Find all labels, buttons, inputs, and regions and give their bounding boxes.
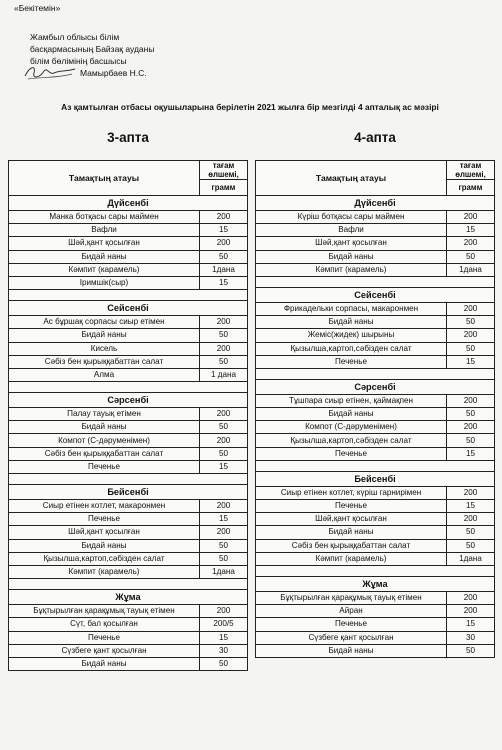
authority-line-3: білім бөлімінің басшысы <box>30 56 127 66</box>
dish-name: Шәй,қант қосылған <box>256 237 447 250</box>
dish-quantity: 200 <box>447 591 495 604</box>
menu-item-row <box>256 486 495 499</box>
day-row <box>9 590 248 605</box>
spacer-cell <box>256 368 495 379</box>
day-name: Дүйсенбі <box>256 196 495 211</box>
day-spacer <box>9 474 248 485</box>
day-row <box>256 287 495 302</box>
dish-quantity: 200 <box>447 237 495 250</box>
dish-name: Печенье <box>256 355 447 368</box>
dish-quantity: 200 <box>200 526 248 539</box>
menu-item-row <box>9 342 248 355</box>
dish-name: Қызылша,картоп,сәбізден салат <box>9 552 200 565</box>
menu-item-row <box>256 342 495 355</box>
menu-item-row <box>9 605 248 618</box>
dish-name: Вафли <box>9 224 200 237</box>
menu-item-row <box>256 434 495 447</box>
day-spacer <box>256 460 495 471</box>
dish-name: Сиыр етінен котлет, күріш гарнирімен <box>256 486 447 499</box>
menu-item-row <box>256 539 495 552</box>
day-row <box>9 196 248 211</box>
dish-name: Бидай наны <box>9 250 200 263</box>
day-spacer <box>256 565 495 576</box>
dish-quantity: 1дана <box>200 263 248 276</box>
dish-quantity: 15 <box>200 513 248 526</box>
dish-quantity: 1дана <box>447 263 495 276</box>
menu-item-row <box>9 263 248 276</box>
dish-quantity: 200 <box>200 605 248 618</box>
unit-label-line-1: тағам <box>212 161 235 170</box>
dish-name: Бидай наны <box>256 644 447 657</box>
menu-item-row <box>256 250 495 263</box>
menu-item-row <box>9 408 248 421</box>
column-header-gram: грамм <box>200 180 248 196</box>
dish-quantity: 200 <box>200 211 248 224</box>
dish-quantity: 50 <box>447 408 495 421</box>
column-header-name: Тамақтың атауы <box>9 161 200 196</box>
unit-label-line-2: өлшемі, <box>208 170 239 179</box>
menu-item-row <box>9 513 248 526</box>
dish-quantity: 1 дана <box>200 368 248 381</box>
dish-quantity: 15 <box>447 618 495 631</box>
dish-name: Қызылша,картоп,сәбізден салат <box>256 342 447 355</box>
dish-quantity: 50 <box>200 250 248 263</box>
signer-name: Мамырбаев Н.С. <box>80 68 147 78</box>
dish-quantity: 200 <box>447 394 495 407</box>
dish-quantity: 15 <box>200 631 248 644</box>
dish-name: Бидай наны <box>256 316 447 329</box>
dish-quantity: 200 <box>200 237 248 250</box>
menu-item-row <box>9 565 248 578</box>
dish-name: Бидай наны <box>256 250 447 263</box>
dish-name: Печенье <box>256 447 447 460</box>
dish-name: Печенье <box>256 500 447 513</box>
dish-name: Кисель <box>9 342 200 355</box>
dish-name: Алма <box>9 368 200 381</box>
day-name: Сейсенбі <box>9 301 248 316</box>
dish-name: Печенье <box>9 460 200 473</box>
day-row <box>256 379 495 394</box>
dish-quantity: 50 <box>200 539 248 552</box>
menu-item-row <box>9 276 248 289</box>
dish-name: Айран <box>256 605 447 618</box>
week-4-title: 4-апта <box>354 130 396 145</box>
menu-item-row <box>9 500 248 513</box>
dish-name: Компот (С-дәруменімен) <box>256 421 447 434</box>
day-name: Сәрсенбі <box>9 393 248 408</box>
column-header-unit <box>200 161 248 180</box>
authority-line-1: Жамбыл облысы білім <box>30 32 120 42</box>
dish-quantity: 200 <box>447 211 495 224</box>
menu-item-row <box>256 224 495 237</box>
dish-quantity: 200 <box>447 605 495 618</box>
menu-item-row <box>256 329 495 342</box>
dish-quantity: 200 <box>200 434 248 447</box>
day-row <box>9 301 248 316</box>
day-row <box>9 393 248 408</box>
dish-quantity: 15 <box>447 500 495 513</box>
dish-name: Сүт, бал қосылған <box>9 618 200 631</box>
dish-name: Бұқтырылған қарақұмық тауық етімен <box>9 605 200 618</box>
dish-name: Бидай наны <box>9 329 200 342</box>
week-3-title: 3-апта <box>107 130 149 145</box>
dish-name: Печенье <box>256 618 447 631</box>
spacer-cell <box>9 474 248 485</box>
approval-stamp-text: «Бекітемін» <box>14 3 61 13</box>
dish-quantity: 200 <box>447 302 495 315</box>
day-name: Жұма <box>256 576 495 591</box>
dish-name: Ас бұршақ сорпасы сиыр етімен <box>9 316 200 329</box>
spacer-cell <box>256 460 495 471</box>
dish-name: Печенье <box>9 513 200 526</box>
menu-item-row <box>256 237 495 250</box>
menu-item-row <box>9 460 248 473</box>
dish-quantity: 15 <box>447 224 495 237</box>
menu-item-row <box>9 552 248 565</box>
dish-name: Кәмпит (карамель) <box>9 263 200 276</box>
dish-quantity: 50 <box>200 355 248 368</box>
menu-item-row <box>256 631 495 644</box>
dish-quantity: 200 <box>200 500 248 513</box>
dish-quantity: 50 <box>447 539 495 552</box>
menu-item-row <box>256 447 495 460</box>
dish-name: Бидай наны <box>256 526 447 539</box>
dish-name: Компот (С-дәруменімен) <box>9 434 200 447</box>
dish-name: Тұшпара сиыр етінен, қаймақпен <box>256 394 447 407</box>
dish-quantity: 15 <box>447 447 495 460</box>
dish-quantity: 30 <box>447 631 495 644</box>
menu-item-row <box>9 657 248 670</box>
dish-name: Қызылша,картоп,сәбізден салат <box>256 434 447 447</box>
day-spacer <box>9 290 248 301</box>
menu-item-row <box>9 250 248 263</box>
unit-label-line-1: тағам <box>459 161 482 170</box>
menu-item-row <box>256 316 495 329</box>
menu-item-row <box>9 434 248 447</box>
dish-name: Күріш ботқасы сары маймен <box>256 211 447 224</box>
dish-name: Бұқтырылған қарақұмық тауық етімен <box>256 591 447 604</box>
authority-line-2: басқармасының Байзақ ауданы <box>30 44 155 54</box>
day-name: Сейсенбі <box>256 287 495 302</box>
day-spacer <box>256 276 495 287</box>
dish-quantity: 50 <box>447 434 495 447</box>
dish-name: Палау тауық етімен <box>9 408 200 421</box>
dish-name: Бидай наны <box>256 408 447 421</box>
dish-name: Шәй,қант қосылған <box>9 237 200 250</box>
menu-item-row <box>9 447 248 460</box>
dish-name: Фрикадельки сорпасы, макаронмен <box>256 302 447 315</box>
dish-name: Кәмпит (карамель) <box>9 565 200 578</box>
header-row <box>256 161 495 180</box>
dish-quantity: 50 <box>447 316 495 329</box>
dish-quantity: 200 <box>200 316 248 329</box>
spacer-cell <box>9 382 248 393</box>
menu-item-row <box>9 368 248 381</box>
day-name: Сәрсенбі <box>256 379 495 394</box>
dish-name: Бидай наны <box>9 657 200 670</box>
dish-quantity: 200 <box>447 513 495 526</box>
menu-item-row <box>9 421 248 434</box>
menu-item-row <box>256 394 495 407</box>
day-row <box>9 485 248 500</box>
dish-quantity: 50 <box>200 552 248 565</box>
signature-icon <box>22 61 78 83</box>
day-spacer <box>9 579 248 590</box>
day-name: Бейсенбі <box>9 485 248 500</box>
menu-item-row <box>256 591 495 604</box>
day-name: Бейсенбі <box>256 471 495 486</box>
dish-quantity: 15 <box>200 460 248 473</box>
week-4-menu-table <box>255 160 495 658</box>
dish-quantity: 50 <box>447 250 495 263</box>
dish-quantity: 50 <box>200 329 248 342</box>
column-header-name: Тамақтың атауы <box>256 161 447 196</box>
menu-item-row <box>256 355 495 368</box>
dish-quantity: 50 <box>447 526 495 539</box>
menu-item-row <box>256 605 495 618</box>
dish-name: Печенье <box>9 631 200 644</box>
dish-name: Бидай наны <box>9 539 200 552</box>
menu-item-row <box>256 618 495 631</box>
menu-item-row <box>256 263 495 276</box>
day-name: Дүйсенбі <box>9 196 248 211</box>
day-spacer <box>9 382 248 393</box>
spacer-cell <box>9 579 248 590</box>
menu-item-row <box>9 539 248 552</box>
dish-name: Кәмпит (карамель) <box>256 263 447 276</box>
dish-quantity: 200 <box>447 329 495 342</box>
dish-quantity: 15 <box>200 276 248 289</box>
dish-name: Сәбіз бен қырыққабаттан салат <box>256 539 447 552</box>
dish-name: Кәмпит (карамель) <box>256 552 447 565</box>
week-3-menu-table <box>8 160 248 671</box>
dish-name: Шәй,қант қосылған <box>9 526 200 539</box>
dish-quantity: 200 <box>447 486 495 499</box>
menu-item-row <box>256 408 495 421</box>
dish-quantity: 200 <box>447 421 495 434</box>
dish-quantity: 1дана <box>447 552 495 565</box>
menu-item-row <box>9 631 248 644</box>
dish-name: Сүзбеге қант қосылған <box>256 631 447 644</box>
day-spacer <box>256 368 495 379</box>
dish-name: Сиыр етінен котлет, макаронмен <box>9 500 200 513</box>
menu-item-row <box>9 355 248 368</box>
dish-quantity: 50 <box>200 447 248 460</box>
unit-label-line-2: өлшемі, <box>455 170 486 179</box>
dish-name: Сәбіз бен қырыққабаттан салат <box>9 447 200 460</box>
menu-item-row <box>9 618 248 631</box>
dish-name: Жеміс(жидек) шырыны <box>256 329 447 342</box>
dish-quantity: 50 <box>200 421 248 434</box>
dish-quantity: 15 <box>447 355 495 368</box>
column-header-unit <box>447 161 495 180</box>
header-row <box>9 161 248 180</box>
dish-quantity: 50 <box>447 342 495 355</box>
dish-name: Сүзбеге қант қосылған <box>9 644 200 657</box>
dish-quantity: 200 <box>200 342 248 355</box>
menu-item-row <box>256 500 495 513</box>
dish-name: Іримшік(сыр) <box>9 276 200 289</box>
menu-item-row <box>256 526 495 539</box>
menu-item-row <box>9 211 248 224</box>
dish-quantity: 200 <box>200 408 248 421</box>
day-row <box>256 471 495 486</box>
menu-item-row <box>9 644 248 657</box>
dish-name: Вафли <box>256 224 447 237</box>
dish-name: Манка ботқасы сары маймен <box>9 211 200 224</box>
menu-item-row <box>9 329 248 342</box>
menu-item-row <box>9 316 248 329</box>
page-title: Аз қамтылған отбасы оқушыларына берілетін 2021 жылға бір мезгілді 4 апталық ас мәзірі <box>61 102 439 112</box>
day-row <box>256 196 495 211</box>
spacer-cell <box>256 276 495 287</box>
dish-quantity: 50 <box>200 657 248 670</box>
day-row <box>256 576 495 591</box>
menu-item-row <box>256 211 495 224</box>
dish-name: Шәй,қант қосылған <box>256 513 447 526</box>
spacer-cell <box>256 565 495 576</box>
dish-quantity: 30 <box>200 644 248 657</box>
dish-name: Бидай наны <box>9 421 200 434</box>
day-name: Жұма <box>9 590 248 605</box>
menu-item-row <box>256 302 495 315</box>
menu-item-row <box>256 552 495 565</box>
spacer-cell <box>9 290 248 301</box>
menu-item-row <box>256 513 495 526</box>
column-header-gram: грамм <box>447 180 495 196</box>
dish-quantity: 200/5 <box>200 618 248 631</box>
menu-item-row <box>9 237 248 250</box>
menu-item-row <box>9 526 248 539</box>
menu-item-row <box>9 224 248 237</box>
dish-quantity: 50 <box>447 644 495 657</box>
dish-quantity: 1дана <box>200 565 248 578</box>
menu-item-row <box>256 421 495 434</box>
dish-quantity: 15 <box>200 224 248 237</box>
dish-name: Сәбіз бен қырыққабаттан салат <box>9 355 200 368</box>
menu-item-row <box>256 644 495 657</box>
